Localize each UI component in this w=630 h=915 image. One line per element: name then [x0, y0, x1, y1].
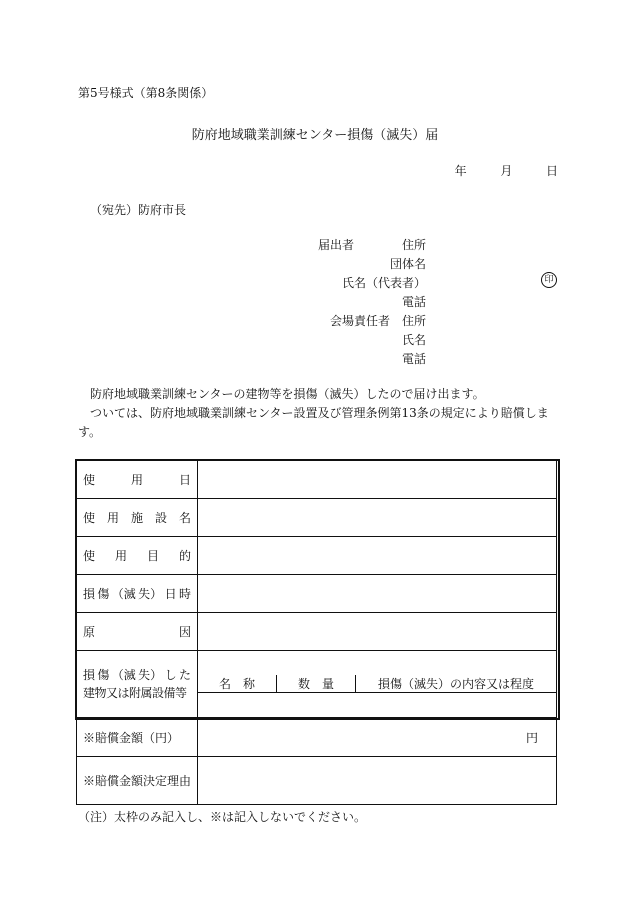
spread-label	[83, 509, 191, 526]
row-label-damage-datetime	[77, 575, 198, 613]
col-header-quantity: 数 量	[277, 675, 356, 693]
label-char: 使	[83, 549, 96, 563]
venue-manager-address-label: 住所	[401, 314, 426, 328]
venue-manager-label: 会場責任者	[330, 314, 391, 328]
body-text	[78, 385, 558, 442]
damage-report-table	[76, 460, 557, 805]
damaged-items-cell	[198, 651, 557, 718]
notifier-phone-label: 電話	[401, 295, 426, 309]
venue-manager-name-label: 氏名	[401, 333, 426, 347]
row-label-cause	[77, 613, 198, 651]
spread-label	[83, 585, 191, 602]
notifier-address-label: 住所	[401, 238, 426, 252]
label-char: 用	[114, 549, 127, 563]
usage-date-field[interactable]	[198, 461, 557, 499]
purpose-field[interactable]	[198, 537, 557, 575]
row-label-damaged-items	[77, 651, 198, 718]
label-char: 日	[164, 587, 177, 601]
table-row	[77, 613, 557, 651]
label-char: 設	[154, 511, 167, 525]
seal-mark: 印	[541, 272, 557, 288]
damaged-label-line2: 建物又は附属設備等	[83, 686, 187, 700]
notifier-label: 届出者	[318, 238, 355, 252]
spread-label	[83, 666, 191, 684]
footnote: （注）太枠のみ記入し、※は記入しないでください。	[78, 810, 367, 824]
yen-unit: 円	[525, 730, 538, 745]
label-char: 失）	[138, 587, 163, 601]
label-char: し	[164, 668, 177, 682]
compensation-field[interactable]	[198, 718, 557, 757]
notifier-name-label: 氏名（代表者）	[341, 276, 426, 290]
label-char: （滅	[111, 668, 136, 682]
subtable-header-row	[198, 675, 556, 693]
table-row	[77, 651, 557, 718]
col-header-content: 損傷（滅失）の内容又は程度	[356, 675, 557, 693]
date-year: 年	[454, 164, 467, 178]
row-label-purpose	[77, 537, 198, 575]
label-char: 傷	[97, 587, 110, 601]
item-content-field[interactable]	[356, 693, 557, 694]
spread-label	[83, 623, 191, 640]
subtable-row	[198, 693, 556, 694]
damaged-items-subtable	[198, 675, 556, 693]
date-line	[455, 162, 558, 179]
label-char: 時	[178, 587, 191, 601]
date-day: 日	[545, 164, 558, 178]
document-title: 防府地域職業訓練センター損傷（滅失）届	[191, 128, 439, 143]
label-char: 原	[83, 625, 96, 639]
date-month: 月	[500, 164, 513, 178]
row-label-facility-name	[77, 499, 198, 537]
notifier-org-label: 団体名	[389, 257, 426, 271]
table-row	[77, 575, 557, 613]
label-char: 使	[83, 511, 96, 525]
label-char: 用	[106, 511, 119, 525]
label-char: 傷	[97, 668, 110, 682]
venue-manager-phone-label: 電話	[401, 352, 426, 366]
label-char: 施	[130, 511, 143, 525]
cause-field[interactable]	[198, 613, 557, 651]
col-header-name: 名 称	[198, 675, 277, 693]
row-label-usage-date	[77, 461, 198, 499]
compensation-reason-field[interactable]	[198, 757, 557, 805]
item-quantity-field[interactable]	[277, 693, 356, 694]
label-char: た	[178, 668, 191, 682]
spread-label	[83, 471, 191, 488]
table-row	[77, 461, 557, 499]
body-paragraph-2: ついては、防府地域職業訓練センター設置及び管理条例第13条の規定により賠償します。	[78, 406, 549, 439]
label-char: 用	[130, 473, 143, 487]
table-row	[77, 757, 557, 805]
table-row	[77, 718, 557, 757]
label-char: 名	[178, 511, 191, 525]
label-char: 日	[178, 473, 191, 487]
row-label-compensation-reason: ※賠償金額決定理由	[77, 757, 198, 805]
table-row	[77, 499, 557, 537]
label-char: 因	[178, 625, 191, 639]
spread-label	[83, 547, 191, 564]
label-char: （滅	[111, 587, 136, 601]
row-label-compensation: ※賠償金額（円）	[77, 718, 198, 757]
item-name-field[interactable]	[198, 693, 277, 694]
label-char: 損	[83, 668, 96, 682]
table-row	[77, 537, 557, 575]
form-number-label: 第5号様式（第8条関係）	[78, 86, 214, 100]
damage-datetime-field[interactable]	[198, 575, 557, 613]
facility-name-field[interactable]	[198, 499, 557, 537]
label-char: 目	[146, 549, 159, 563]
body-paragraph-1: 防府地域職業訓練センターの建物等を損傷（滅失）したので届け出ます。	[90, 387, 485, 401]
label-char: 損	[83, 587, 96, 601]
label-char: 失）	[138, 668, 163, 682]
label-char: 使	[83, 473, 96, 487]
addressee: （宛先）防府市長	[90, 203, 187, 217]
label-char: 的	[178, 549, 191, 563]
